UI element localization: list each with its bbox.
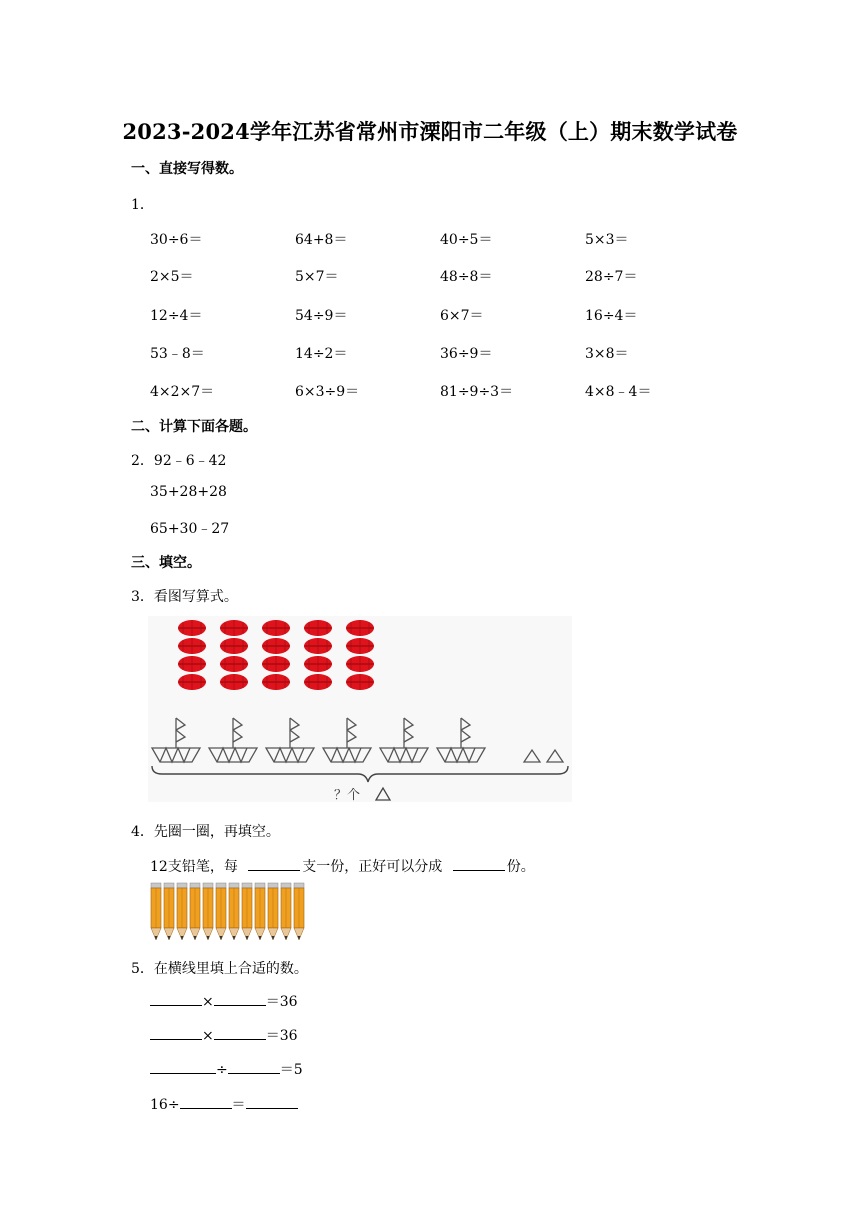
- q1-item: 54÷9＝: [295, 308, 348, 324]
- operator: ÷: [216, 1062, 228, 1078]
- q1-item: 36÷9＝: [440, 346, 493, 362]
- q1-item: 30÷6＝: [150, 232, 203, 248]
- q1-item: 5×3＝: [585, 232, 629, 248]
- answer-blank[interactable]: [453, 856, 505, 871]
- q4-text-a: 12支铅笔，每: [150, 859, 238, 875]
- q5-line-3: [150, 1059, 303, 1079]
- q1-item: 40÷5＝: [440, 232, 493, 248]
- q4-sentence: [150, 856, 535, 876]
- answer-blank[interactable]: [248, 856, 300, 871]
- result: ＝36: [265, 994, 298, 1010]
- boat-group: [152, 718, 485, 762]
- q1-item: 4×8﹣4＝: [585, 384, 652, 400]
- q1-item: 64+8＝: [295, 232, 348, 248]
- answer-blank[interactable]: [246, 1094, 298, 1109]
- answer-blank[interactable]: [228, 1059, 280, 1074]
- q5-line-2: [150, 1025, 298, 1045]
- q1-item: 28÷7＝: [585, 269, 638, 285]
- answer-blank[interactable]: [214, 1025, 266, 1040]
- prefix: 16÷: [150, 1097, 180, 1113]
- q5-line-4: [150, 1094, 298, 1114]
- q5-line-1: [150, 991, 298, 1011]
- q1-item: 53﹣8＝: [150, 346, 205, 362]
- pencils-svg: [148, 882, 308, 942]
- q4-text-b: 支一份，正好可以分成: [302, 859, 443, 875]
- q1-item: 4×2×7＝: [150, 384, 215, 400]
- lantern-group: [178, 620, 374, 690]
- answer-blank[interactable]: [150, 1059, 216, 1074]
- figure-caption: ？个: [334, 788, 361, 803]
- q4-text-c: 份。: [506, 859, 535, 875]
- section-heading-2: 二、计算下面各题。: [131, 419, 257, 435]
- q1-item: 6×3÷9＝: [295, 384, 360, 400]
- q1-item: 2×5＝: [150, 269, 194, 285]
- section-heading-3: 三、填空。: [131, 555, 201, 571]
- question-3: 3．看图写算式。: [131, 589, 238, 605]
- answer-blank[interactable]: [180, 1094, 232, 1109]
- operator: ×: [202, 1028, 214, 1044]
- q1-item: 14÷2＝: [295, 346, 348, 362]
- answer-blank[interactable]: [150, 991, 202, 1006]
- answer-blank[interactable]: [214, 991, 266, 1006]
- q1-item: 5×7＝: [295, 269, 339, 285]
- pencils-figure: [148, 882, 308, 942]
- q2-line: 2．92﹣6﹣42: [131, 453, 227, 469]
- q1-item: 3×8＝: [585, 346, 629, 362]
- result: ＝36: [265, 1028, 298, 1044]
- q1-item: 16÷4＝: [585, 308, 638, 324]
- section-heading-1: 一、直接写得数。: [131, 161, 243, 177]
- page-title: 2023-2024学年江苏省常州市溧阳市二年级（上）期末数学试卷: [122, 119, 738, 144]
- q1-item: 6×7＝: [440, 308, 484, 324]
- q1-item: 48÷8＝: [440, 269, 493, 285]
- result: ＝5: [279, 1062, 303, 1078]
- question-5: 5．在横线里填上合适的数。: [131, 961, 308, 977]
- q1-item: 12÷4＝: [150, 308, 203, 324]
- q2-line: 65+30﹣27: [150, 521, 230, 537]
- lanterns-boats-svg: [148, 616, 572, 802]
- question-1-number: 1．: [131, 197, 154, 213]
- equals: ＝: [231, 1097, 246, 1113]
- q1-item: 81÷9÷3＝: [440, 384, 514, 400]
- operator: ×: [202, 994, 214, 1010]
- q2-line: 35+28+28: [150, 484, 227, 500]
- answer-blank[interactable]: [150, 1025, 202, 1040]
- question-4: 4．先圈一圈，再填空。: [131, 824, 280, 840]
- lanterns-and-boats-figure: [148, 616, 572, 802]
